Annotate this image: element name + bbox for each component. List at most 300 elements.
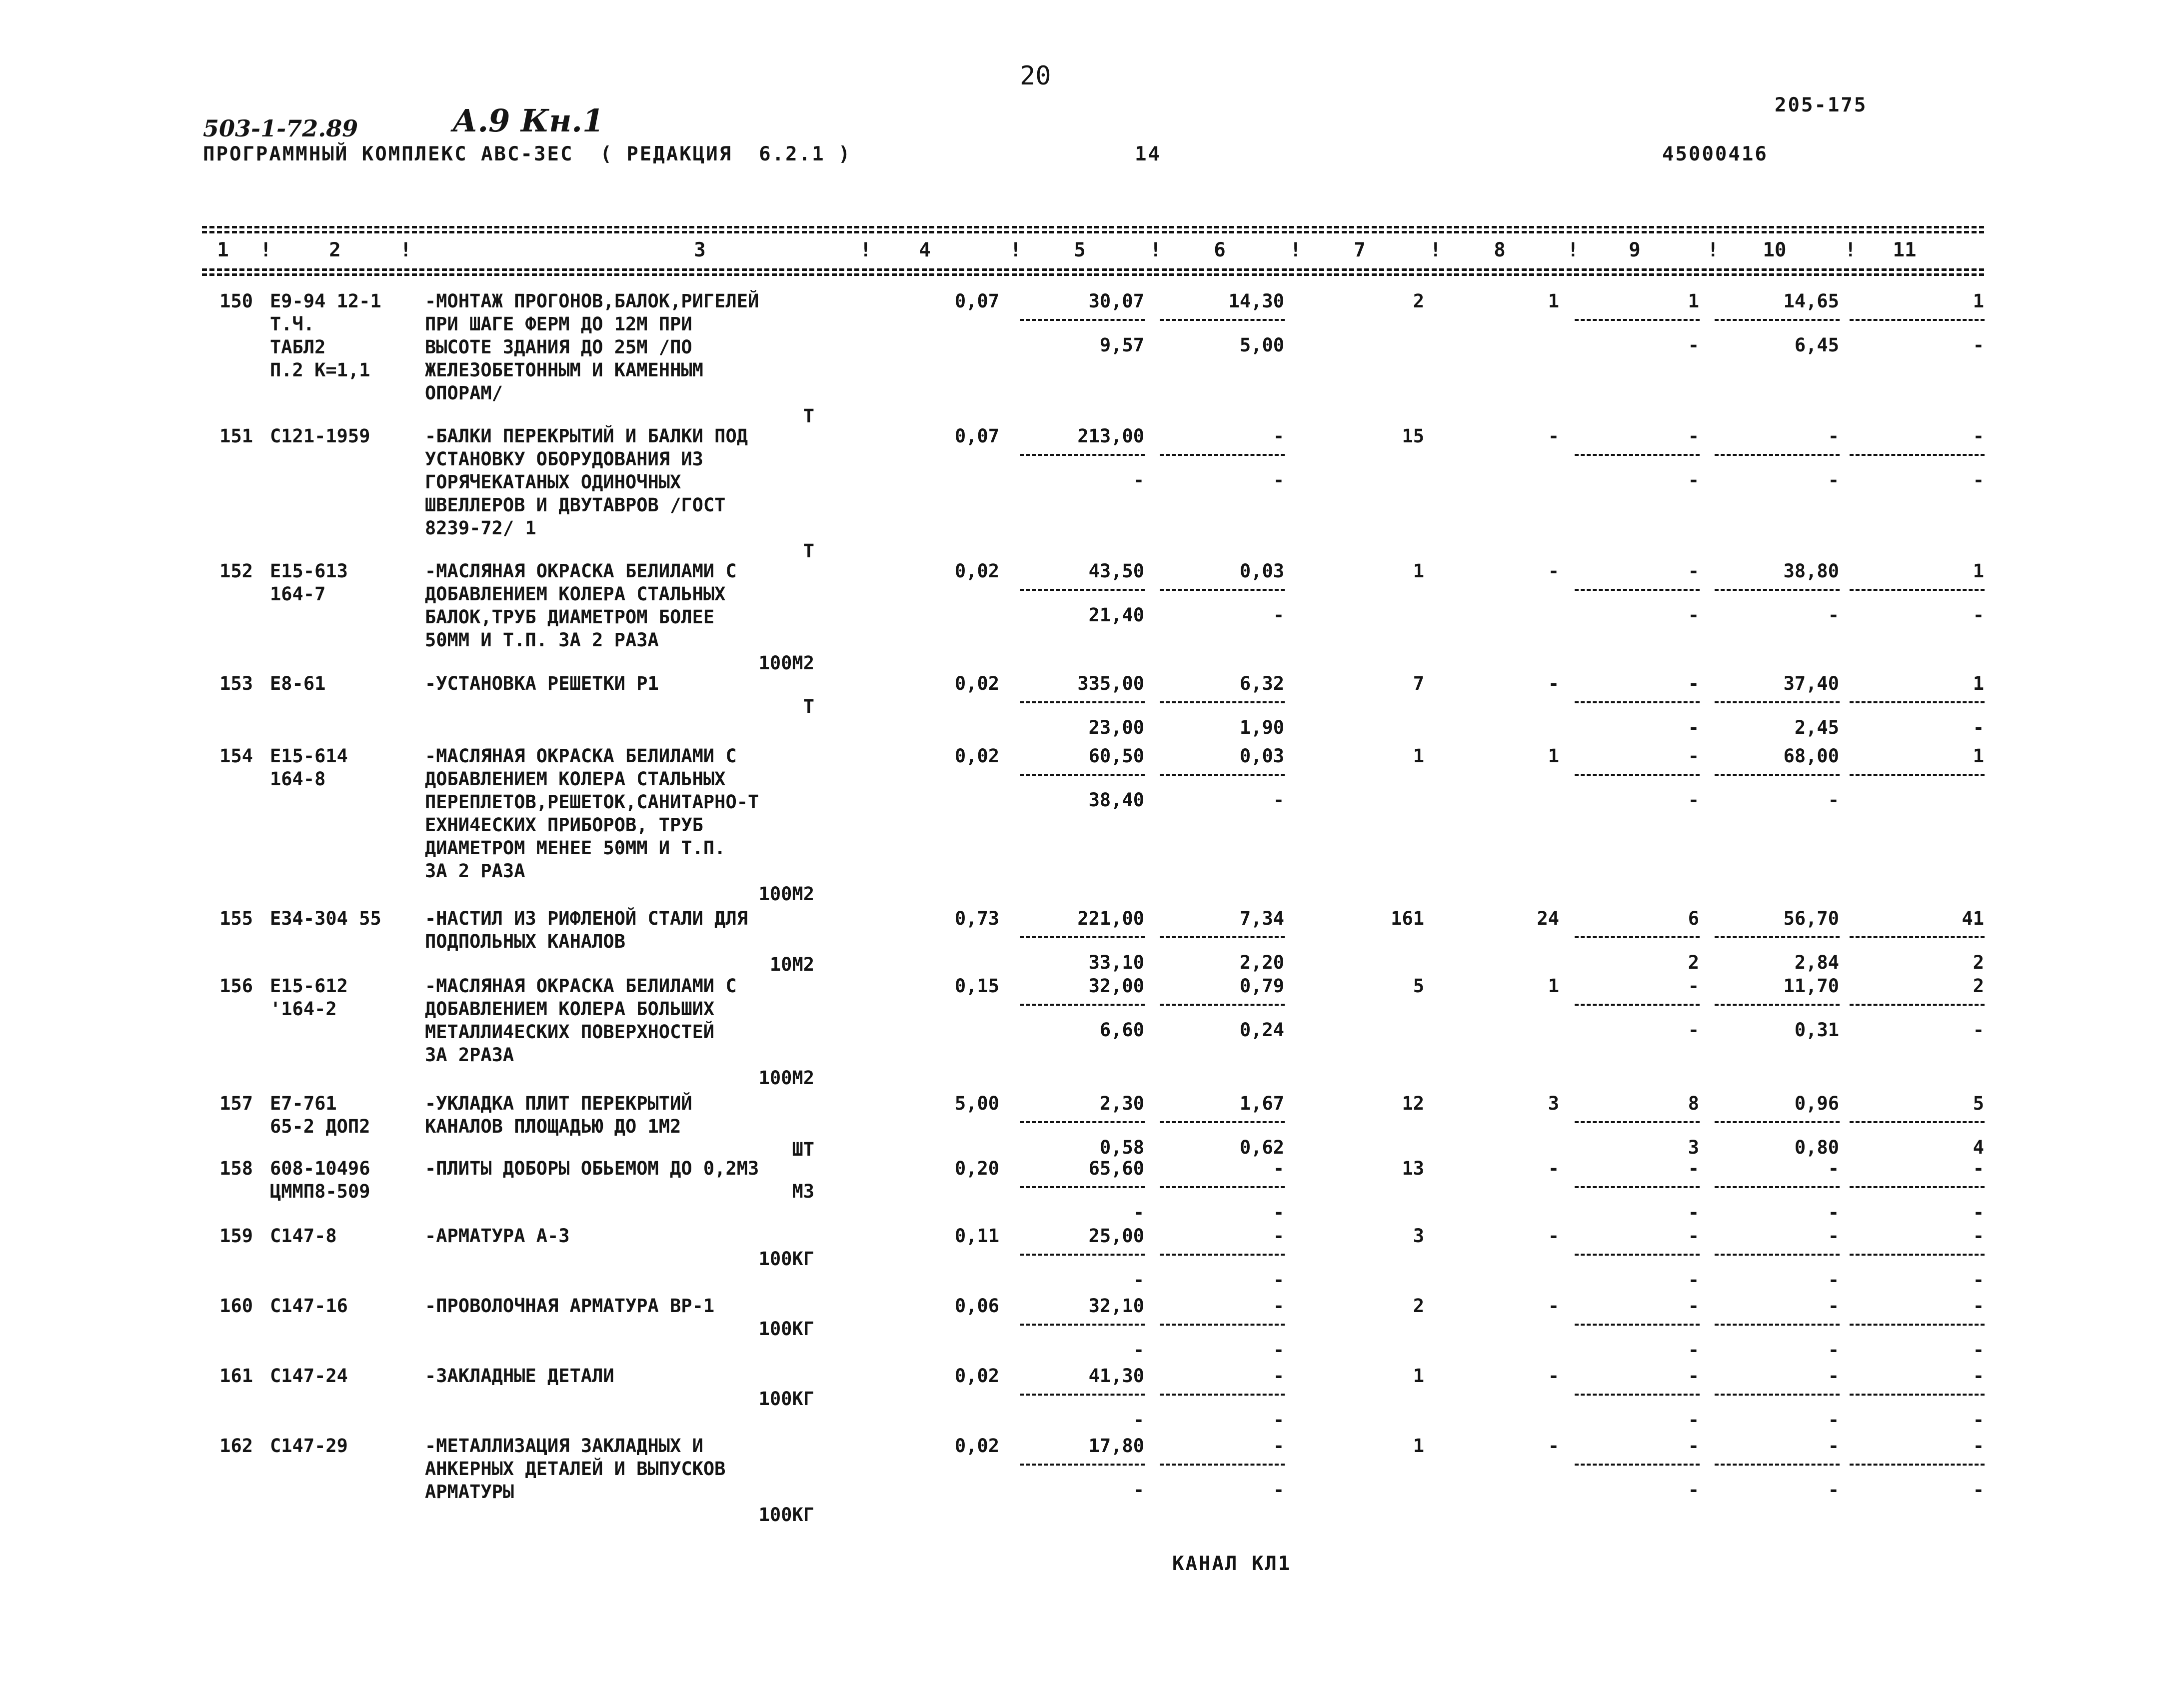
column-separator: ! [1290,239,1302,261]
value-col-10: 14,65 [1783,290,1839,312]
unit-of-measure: 100КГ [758,1248,814,1270]
norm-code: Е7-761 [270,1093,337,1114]
value-col-10-b: - [1828,1409,1839,1431]
value-divider [1575,1464,1700,1466]
unit-of-measure: 100КГ [758,1388,814,1410]
norm-code: С147-16 [270,1295,348,1317]
value-divider [1715,1464,1840,1466]
value-divider [1575,1186,1700,1188]
value-col-9-b: - [1688,789,1699,811]
cost-total: 32,10 [1088,1295,1144,1317]
cost-wages: 6,60 [1099,1019,1144,1041]
value-col-7: 13 [1402,1158,1424,1179]
value-col-10: - [1828,425,1839,447]
row-number: 151 [219,425,253,447]
value-col-8: 1 [1548,745,1559,767]
quantity: 0,02 [954,560,999,582]
cost-wages: 21,40 [1088,604,1144,626]
machine-wages: - [1273,604,1284,626]
value-divider [1160,1394,1285,1396]
quantity: 0,15 [954,975,999,997]
value-divider [1020,1004,1145,1006]
work-description: ЖЕЛЕЗОБЕТОННЫМ И КАМЕННЫМ [425,359,703,381]
value-col-10: - [1828,1435,1839,1457]
value-col-10: 11,70 [1783,975,1839,997]
column-separator: ! [1430,239,1442,261]
cost-total: 221,00 [1077,908,1144,929]
value-col-8: - [1548,1158,1559,1179]
machine-wages: - [1273,1479,1284,1501]
column-header-7: 7 [1354,239,1366,261]
value-divider [1715,1254,1840,1256]
value-divider [1020,774,1145,776]
value-divider [1575,1004,1700,1006]
work-description: ПЕРЕПЛЕТОВ,РЕШЕТОК,САНИТАРНО-Т [425,791,759,813]
quantity: 0,02 [954,745,999,767]
table-top-rule [202,226,1984,228]
row-number: 153 [219,673,253,694]
value-col-11: - [1973,1158,1984,1179]
sheet-code: 205-175 [1775,94,1868,116]
norm-code: С147-24 [270,1365,348,1387]
value-divider [1575,454,1700,456]
work-description: ДОБАВЛЕНИЕМ КОЛЕРА СТАЛЬНЫХ [425,583,726,605]
cost-wages: - [1133,1202,1144,1223]
book-number: Кн.1 [520,102,604,139]
quantity: 0,02 [954,1365,999,1387]
value-divider [1160,1004,1285,1006]
value-divider [1160,454,1285,456]
unit-of-measure: 10М2 [769,954,814,975]
value-col-7: 1 [1413,745,1424,767]
value-divider [1020,1186,1145,1188]
value-col-9: - [1688,1435,1699,1457]
unit-of-measure: Т [803,696,814,717]
unit-of-measure: ШТ [792,1139,814,1160]
value-col-9: 1 [1688,290,1699,312]
cost-total: 17,80 [1088,1435,1144,1457]
unit-of-measure: 100КГ [758,1504,814,1526]
machine-wages: - [1273,1269,1284,1291]
work-description: -МАСЛЯНАЯ ОКРАСКА БЕЛИЛАМИ С [425,975,737,997]
value-divider [1160,1324,1285,1326]
row-number: 161 [219,1365,253,1387]
value-col-10: 38,80 [1783,560,1839,582]
work-description: -МЕТАЛЛИЗАЦИЯ ЗАКЛАДНЫХ И [425,1435,703,1457]
value-col-10: 68,00 [1783,745,1839,767]
value-divider [1575,1254,1700,1256]
value-divider [1850,589,1985,591]
value-divider [1715,774,1840,776]
cost-total: 30,07 [1088,290,1144,312]
column-separator: ! [1150,239,1162,261]
column-separator: ! [1567,239,1579,261]
value-col-10-b: - [1828,604,1839,626]
value-col-10-b: - [1828,1269,1839,1291]
value-col-9-b: - [1688,334,1699,356]
work-description: ДОБАВЛЕНИЕМ КОЛЕРА БОЛЬШИХ [425,998,715,1020]
work-description: -АРМАТУРА А-3 [425,1225,570,1247]
row-number: 155 [219,908,253,929]
column-header-11: 11 [1893,239,1917,261]
column-header-8: 8 [1494,239,1506,261]
machine-wages: - [1273,1409,1284,1431]
value-divider [1715,936,1840,938]
value-col-9: 8 [1688,1093,1699,1114]
value-col-9-b: - [1688,1409,1699,1431]
norm-code: ЦММП8-509 [270,1181,370,1202]
value-divider [1160,319,1285,321]
norm-code: Е15-614 [270,745,348,767]
value-divider [1020,1324,1145,1326]
value-col-10: - [1828,1365,1839,1387]
work-description: КАНАЛОВ ПЛОЩАДЬЮ ДО 1М2 [425,1116,681,1137]
value-col-9-b: - [1688,1479,1699,1501]
cost-wages: 23,00 [1088,717,1144,738]
cost-wages: - [1133,1479,1144,1501]
work-description: ПРИ ШАГЕ ФЕРМ ДО 12М ПРИ [425,313,692,335]
column-header-1: 1 [217,239,229,261]
norm-code: 164-8 [270,768,326,790]
norm-code: Т.Ч. [270,313,315,335]
value-divider [1020,319,1145,321]
value-col-7: 15 [1402,425,1424,447]
norm-code: '164-2 [270,998,337,1020]
cost-total: 25,00 [1088,1225,1144,1247]
value-divider [1715,319,1840,321]
value-col-10-b: - [1828,789,1839,811]
work-description: 50ММ И Т.П. ЗА 2 РАЗА [425,629,659,651]
value-divider [1850,1394,1985,1396]
value-col-11: 5 [1973,1093,1984,1114]
value-col-7: 7 [1413,673,1424,694]
value-col-11: - [1973,425,1984,447]
quantity: 0,07 [954,290,999,312]
value-col-7: 161 [1391,908,1424,929]
value-divider [1850,774,1985,776]
value-divider [1160,701,1285,703]
machine-wages: 0,24 [1239,1019,1284,1041]
value-col-7: 1 [1413,560,1424,582]
cost-wages: 38,40 [1088,789,1144,811]
work-description: -НАСТИЛ ИЗ РИФЛЕНОЙ СТАЛИ ДЛЯ [425,908,748,929]
value-divider [1850,1121,1985,1123]
value-col-10: - [1828,1158,1839,1179]
value-divider [1715,1186,1840,1188]
machine-cost: - [1273,1158,1284,1179]
norm-code: П.2 К=1,1 [270,359,370,381]
value-divider [1020,701,1145,703]
value-col-10: 0,96 [1794,1093,1839,1114]
value-col-9: - [1688,975,1699,997]
work-description: ЕХНИ4ЕСКИХ ПРИБОРОВ, ТРУБ [425,814,703,836]
value-col-10: 37,40 [1783,673,1839,694]
unit-of-measure: Т [803,540,814,562]
column-header-5: 5 [1074,239,1086,261]
work-description: УСТАНОВКУ ОБОРУДОВАНИЯ ИЗ [425,448,703,470]
work-description: -МАСЛЯНАЯ ОКРАСКА БЕЛИЛАМИ С [425,745,737,767]
value-divider [1850,1004,1985,1006]
value-col-8: - [1548,1225,1559,1247]
value-divider [1715,1394,1840,1396]
value-col-7: 12 [1402,1093,1424,1114]
value-divider [1020,589,1145,591]
cost-wages: 0,58 [1099,1137,1144,1158]
row-number: 162 [219,1435,253,1457]
value-divider [1715,454,1840,456]
column-separator: ! [260,239,272,261]
value-col-7: 2 [1413,290,1424,312]
value-col-9-b: 3 [1688,1137,1699,1158]
value-divider [1160,1464,1285,1466]
value-col-9: 6 [1688,908,1699,929]
work-description: -УКЛАДКА ПЛИТ ПЕРЕКРЫТИЙ [425,1093,692,1114]
machine-wages: 2,20 [1239,952,1284,973]
machine-cost: - [1273,1365,1284,1387]
machine-wages: 1,90 [1239,717,1284,738]
column-header-3: 3 [694,239,706,261]
value-col-9: - [1688,1295,1699,1317]
work-description: ОПОРАМ/ [425,382,503,404]
value-divider [1020,454,1145,456]
column-header-2: 2 [329,239,341,261]
value-divider [1160,1186,1285,1188]
value-col-9: - [1688,1158,1699,1179]
value-divider [1850,1254,1985,1256]
value-divider [1575,319,1700,321]
value-col-11: 1 [1973,290,1984,312]
row-number: 154 [219,745,253,767]
work-description: АРМАТУРЫ [425,1481,514,1503]
cost-total: 41,30 [1088,1365,1144,1387]
value-divider [1575,1394,1700,1396]
work-description: АНКЕРНЫХ ДЕТАЛЕЙ И ВЫПУСКОВ [425,1458,726,1480]
machine-cost: 0,03 [1239,745,1284,767]
value-divider [1020,1254,1145,1256]
value-divider [1850,936,1985,938]
cost-wages: - [1133,469,1144,491]
value-divider [1850,1464,1985,1466]
column-header-10: 10 [1763,239,1787,261]
value-col-11: - [1973,1365,1984,1387]
value-divider [1020,1464,1145,1466]
value-col-11-b: - [1973,604,1984,626]
value-col-9: - [1688,1365,1699,1387]
value-col-11: - [1973,1295,1984,1317]
work-description: ГОРЯЧЕКАТАНЫХ ОДИНОЧНЫХ [425,471,681,493]
value-col-9: - [1688,560,1699,582]
machine-wages: - [1273,469,1284,491]
row-number: 158 [219,1158,253,1179]
column-separator: ! [1845,239,1857,261]
value-col-10-b: - [1828,1202,1839,1223]
quantity: 0,20 [954,1158,999,1179]
quantity: 0,06 [954,1295,999,1317]
page-number: 20 [1020,61,1051,91]
value-col-11-b: - [1973,1339,1984,1361]
value-col-7: 3 [1413,1225,1424,1247]
value-col-8: - [1548,1435,1559,1457]
norm-code: С121-1959 [270,425,370,447]
norm-code: 164-7 [270,583,326,605]
column-header-9: 9 [1629,239,1641,261]
value-col-10-b: - [1828,1479,1839,1501]
cost-total: 65,60 [1088,1158,1144,1179]
value-col-9: - [1688,425,1699,447]
program-title: ПРОГРАММНЫЙ КОМПЛЕКС АВС-3ЕС ( РЕДАКЦИЯ 6.2.1 ) [203,143,852,165]
value-col-10: - [1828,1295,1839,1317]
work-description: -МАСЛЯНАЯ ОКРАСКА БЕЛИЛАМИ С [425,560,737,582]
norm-code: Е9-94 12-1 [270,290,381,312]
machine-cost: - [1273,425,1284,447]
value-divider [1850,1186,1985,1188]
cost-total: 32,00 [1088,975,1144,997]
work-description: МЕТАЛЛИ4ЕСКИХ ПОВЕРХНОСТЕЙ [425,1021,715,1043]
value-divider [1020,1394,1145,1396]
row-number: 152 [219,560,253,582]
work-description: ДОБАВЛЕНИЕМ КОЛЕРА СТАЛЬНЫХ [425,768,726,790]
value-col-11-b: - [1973,1202,1984,1223]
quantity: 0,02 [954,1435,999,1457]
value-divider [1575,701,1700,703]
cost-wages: - [1133,1409,1144,1431]
value-divider [1160,1121,1285,1123]
norm-code: Е8-61 [270,673,326,694]
norm-code: С147-8 [270,1225,337,1247]
unit-of-measure: Т [803,405,814,427]
column-header-4: 4 [919,239,931,261]
value-col-9-b: - [1688,1339,1699,1361]
machine-wages: - [1273,1339,1284,1361]
cost-total: 60,50 [1088,745,1144,767]
value-col-7: 1 [1413,1435,1424,1457]
machine-wages: 5,00 [1239,334,1284,356]
machine-cost: - [1273,1295,1284,1317]
value-col-11-b: - [1973,1479,1984,1501]
value-divider [1715,1324,1840,1326]
work-description: ШВЕЛЛЕРОВ И ДВУТАВРОВ /ГОСТ [425,494,726,516]
album-number: А.9 [452,102,510,139]
quantity: 0,02 [954,673,999,694]
machine-wages: - [1273,789,1284,811]
value-col-11-b: - [1973,1019,1984,1041]
value-col-10: 56,70 [1783,908,1839,929]
value-col-8: - [1548,673,1559,694]
value-divider [1850,701,1985,703]
value-col-11-b: 2 [1973,952,1984,973]
machine-cost: - [1273,1225,1284,1247]
value-col-9-b: - [1688,717,1699,738]
value-divider [1715,589,1840,591]
footer-caption: КАНАЛ КЛ1 [1172,1553,1292,1575]
value-col-9: - [1688,1225,1699,1247]
value-col-11: 2 [1973,975,1984,997]
norm-code: ТАБЛ2 [270,336,326,358]
value-divider [1160,774,1285,776]
norm-code: 65-2 ДОП2 [270,1116,370,1137]
unit-of-measure: 100КГ [758,1318,814,1340]
value-col-9: - [1688,673,1699,694]
value-divider [1575,589,1700,591]
value-col-9-b: - [1688,1269,1699,1291]
norm-code: Е15-612 [270,975,348,997]
unit-of-measure: М3 [792,1181,814,1202]
unit-of-measure: 100М2 [758,883,814,905]
album-book-mark [452,102,604,139]
document-id: 45000416 [1662,143,1768,165]
table-top-rule-2 [202,231,1984,233]
machine-wages: - [1273,1202,1284,1223]
value-divider [1850,454,1985,456]
work-description: ДИАМЕТРОМ МЕНЕЕ 50ММ И Т.П. [425,837,726,859]
machine-cost: 14,30 [1228,290,1284,312]
value-col-11: - [1973,1435,1984,1457]
work-description: ЗА 2 РАЗА [425,860,525,882]
value-col-11: 1 [1973,560,1984,582]
cost-wages: 33,10 [1088,952,1144,973]
work-description: ЗА 2РАЗА [425,1044,514,1066]
cost-total: 2,30 [1099,1093,1144,1114]
column-separator: ! [1707,239,1719,261]
value-col-8: 24 [1537,908,1559,929]
value-divider [1160,1254,1285,1256]
value-divider [1715,701,1840,703]
value-col-11: - [1973,1225,1984,1247]
cost-wages: - [1133,1269,1144,1291]
work-description: -УСТАНОВКА РЕШЕТКИ Р1 [425,673,659,694]
cost-wages: - [1133,1339,1144,1361]
norm-code: 608-10496 [270,1158,370,1179]
machine-cost: 0,79 [1239,975,1284,997]
work-description: ВЫСОТЕ ЗДАНИЯ ДО 25М /ПО [425,336,692,358]
value-col-9-b: - [1688,604,1699,626]
value-col-11-b: - [1973,469,1984,491]
unit-of-measure: 100М2 [758,652,814,674]
value-col-10-b: - [1828,469,1839,491]
value-col-9-b: 2 [1688,952,1699,973]
value-col-8: 3 [1548,1093,1559,1114]
header-bottom-rule [202,268,1984,271]
value-col-11: 1 [1973,673,1984,694]
row-number: 160 [219,1295,253,1317]
value-divider [1575,1324,1700,1326]
machine-wages: 0,62 [1239,1137,1284,1158]
unit-of-measure: 100М2 [758,1067,814,1089]
value-col-9-b: - [1688,1019,1699,1041]
value-col-10-b: 0,80 [1794,1137,1839,1158]
value-col-8: - [1548,560,1559,582]
column-header-6: 6 [1214,239,1226,261]
machine-cost: 0,03 [1239,560,1284,582]
value-col-10-b: - [1828,1339,1839,1361]
value-divider [1020,1121,1145,1123]
header-bottom-rule-2 [202,273,1984,276]
cost-wages: 9,57 [1099,334,1144,356]
value-col-11: 41 [1962,908,1984,929]
value-col-10-b: 6,45 [1794,334,1839,356]
column-separator: ! [400,239,412,261]
row-number: 157 [219,1093,253,1114]
value-col-8: - [1548,1295,1559,1317]
value-divider [1850,319,1985,321]
work-description: 8239-72/ 1 [425,517,536,539]
quantity: 0,11 [954,1225,999,1247]
value-col-11-b: - [1973,1269,1984,1291]
value-divider [1160,589,1285,591]
quantity: 0,07 [954,425,999,447]
work-description: -МОНТАЖ ПРОГОНОВ,БАЛОК,РИГЕЛЕЙ [425,290,759,312]
value-divider [1575,936,1700,938]
